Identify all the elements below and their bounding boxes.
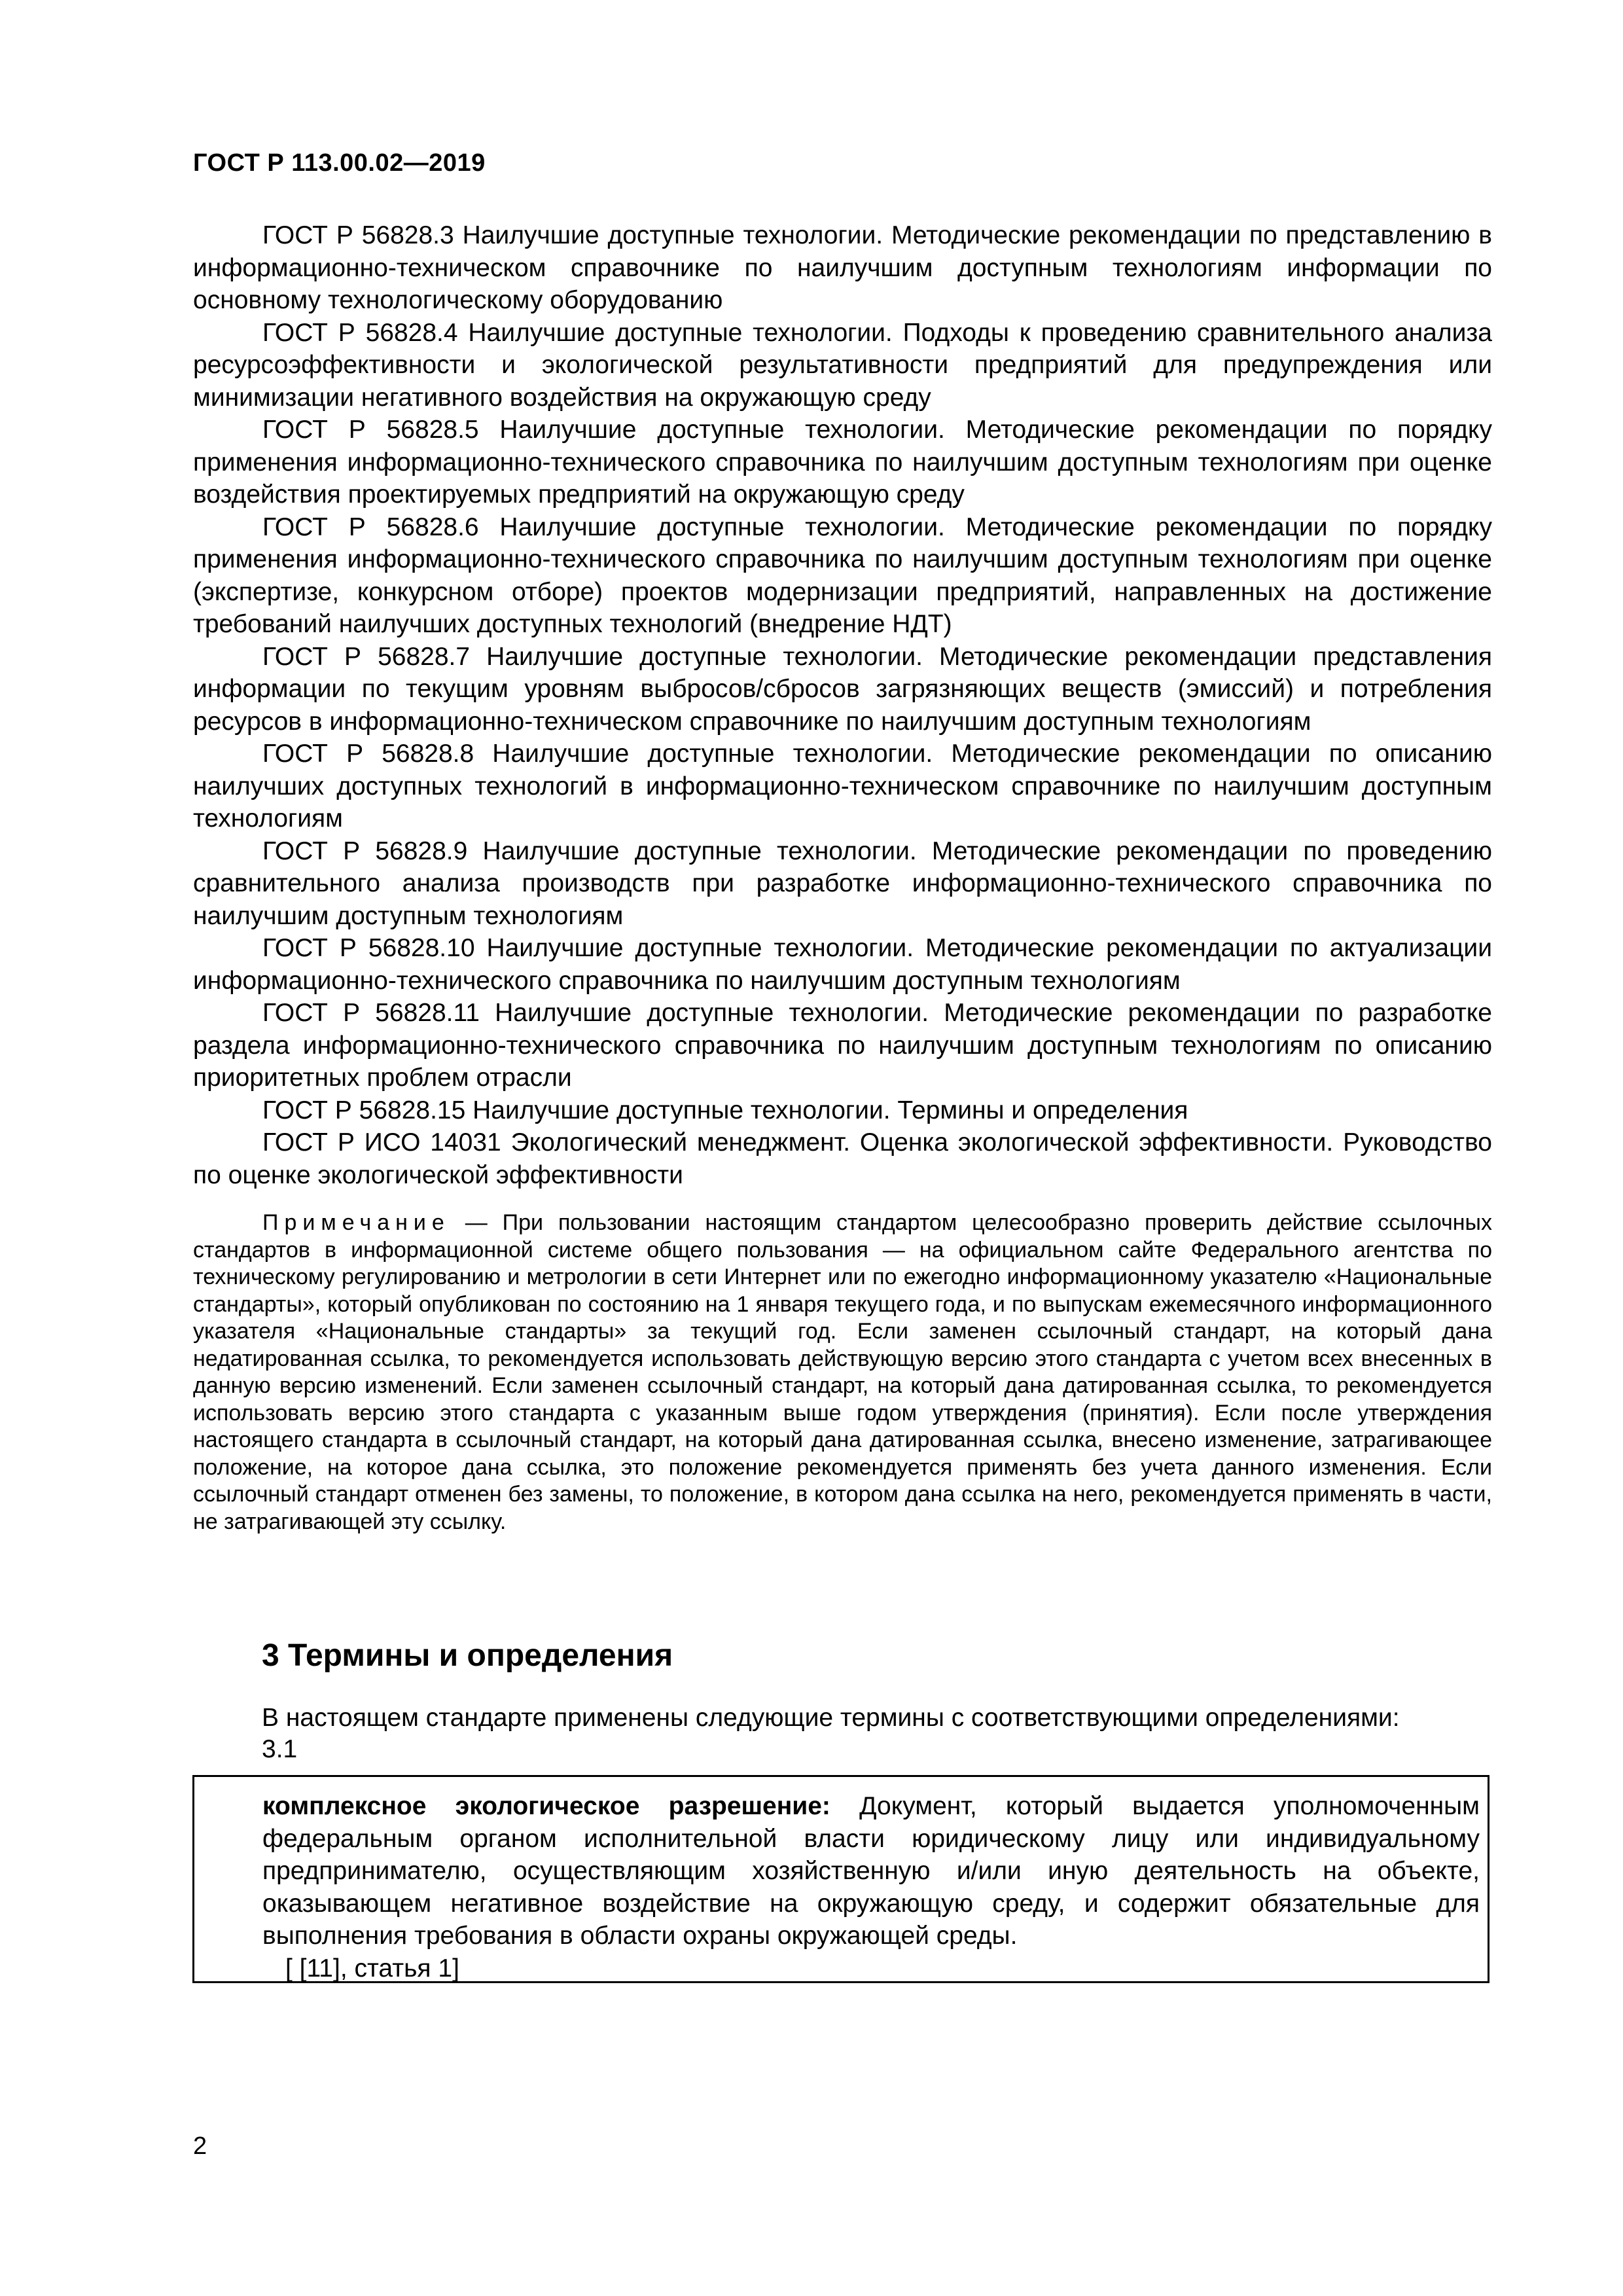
term-body [262,1790,1480,1952]
reference-item: ГОСТ Р ИСО 14031 Экологический менеджмент. Оценка экологической эффективности. Руководство по оценке экологической эффективности [193,1128,1492,1189]
note-paragraph [193,1210,1492,1535]
note-label: Примечание [262,1210,450,1235]
term-number: 3.1 [262,1735,298,1763]
section-title: 3 Термины и определения [262,1638,673,1673]
reference-item: ГОСТ Р 56828.3 Наилучшие доступные технологии. Методические рекомендации по представлению в информационно-техническом справочнике по наилучшим доступным технологиям информации по основному технологическому оборудованию [193,221,1492,314]
document-header: ГОСТ Р 113.00.02—2019 [193,149,486,177]
term-name: комплексное экологическое разрешение: [262,1792,830,1820]
reference-item: ГОСТ Р 56828.11 Наилучшие доступные технологии. Методические рекомендации по разработке раздела информационно-технического справочника по наилучшим доступным технологиям по описанию приоритетных проблем отрасли [193,999,1492,1092]
reference-item: ГОСТ Р 56828.10 Наилучшие доступные технологии. Методические рекомендации по актуализации информационно-технического справочника по наилучшим доступным технологиям [193,934,1492,995]
term-source: [ [11], статья 1] [285,1954,459,1982]
term-definition-box [192,1775,1489,1983]
page-number: 2 [193,2132,207,2160]
section-intro: В настоящем стандарте применены следующие термины с соответствующими определениями: [262,1704,1400,1732]
references-list [193,219,1492,1191]
reference-item: ГОСТ Р 56828.9 Наилучшие доступные технологии. Методические рекомендации по проведению сравнительного анализа производств при разработке информационно-технического справочника по наилучшим доступным технологиям [193,836,1492,930]
reference-item: ГОСТ Р 56828.15 Наилучшие доступные технологии. Термины и определения [262,1096,1188,1124]
reference-item: ГОСТ Р 56828.5 Наилучшие доступные технологии. Методические рекомендации по порядку применения информационно-технического справочника по наилучшим доступным технологиям при оценке воздействия проектируемых предприятий на окружающую среду [193,416,1492,509]
reference-item: ГОСТ Р 56828.7 Наилучшие доступные технологии. Методические рекомендации представления информации по текущим уровням выбросов/сбросов загрязняющих веществ (эмиссий) и потребления ресурсов в информационно-техническом справочнике по наилучшим доступным технологиям [193,642,1492,736]
reference-item: ГОСТ Р 56828.4 Наилучшие доступные технологии. Подходы к проведению сравнительного анализа ресурсоэффективности и экологической результативности предприятий для предупреждения или минимизации негативного воздействия на окружающую среду [193,318,1492,412]
note-text: — При пользовании настоящим стандартом целесообразно проверить действие ссылочных стандартов в информационной системе общего пользования — на официальном сайте Федерального агентства по техническому регулированию и метрологии в сети Интернет или по ежегодно информационному указателю «Национальные стандарты», который опубликован по состоянию на 1 января текущего года, и по выпускам ежемесячного информационного указателя «Национальные стандарты» за текущий год. Если заменен ссылочный стандарт, на который дана недатированная ссылка, то рекомендуется использовать действующую версию этого стандарта с учетом всех внесенных в данную версию изменений. Если заменен ссылочный стандарт, на который дана датированная ссылка, то рекомендуется использовать версию этого стандарта с указанным выше годом утверждения (принятия). Если после утверждения настоящего стандарта в ссылочный стандарт, на который дана датированная ссылка, внесено изменение, затрагивающее положение, на которое дана ссылка, это положение рекомендуется применять без учета данного изменения. Если ссылочный стандарт отменен без замены, то положение, в котором дана ссылка на него, рекомендуется применять в части, не затрагивающей эту ссылку. [193,1210,1492,1534]
term-definition-text: Документ, который выдается уполномоченным федеральным органом исполнительной власти юридическому лицу или индивидуальному предпринимателю, осуществляющим хозяйственную и/или иную деятельность на объекте, оказывающем негативное воздействие на окружающую среду, и содержит обязательные для выполнения требования в области охраны окружающей среды. [262,1792,1480,1950]
reference-item: ГОСТ Р 56828.8 Наилучшие доступные технологии. Методические рекомендации по описанию наилучших доступных технологий в информационно-техническом справочнике по наилучшим доступным технологиям [193,740,1492,833]
term-definition [262,1790,1480,1984]
reference-item: ГОСТ Р 56828.6 Наилучшие доступные технологии. Методические рекомендации по порядку применения информационно-технического справочника по наилучшим доступным технологиям при оценке (экспертизе, конкурсном отборе) проектов модернизации предприятий, направленных на достижение требований наилучших доступных технологий (внедрение НДТ) [193,512,1492,638]
